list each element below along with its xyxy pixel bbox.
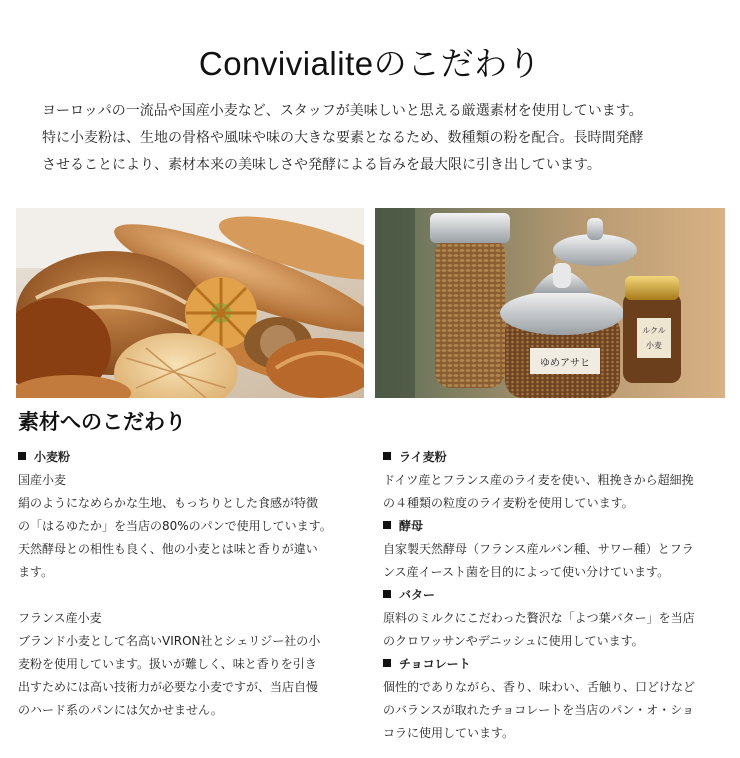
page-title: Convivialiteのこだわり [198,45,542,82]
intro-line: させることにより、素材本来の美味しさや発酵による旨みを最大限に引き出しています。 [42,157,601,173]
item-heading: 酵母 [383,515,728,538]
body-line: 絹のようになめらかな生地、もっちりとした食感が特徴 [18,496,319,510]
item-heading: チョコレート [383,653,728,676]
intro-line: 特に小麦粉は、生地の骨格や風味や味の大きな要素となるため、数種類の粉を配合。長時間発酵 [42,130,644,146]
jar-label: ゆめアサヒ [540,358,590,369]
subheading: 国産小麦 [18,473,67,487]
body-line: の４種類の粒度のライ麦粉を使用しています。 [383,496,634,510]
item-heading: ライ麦粉 [383,446,728,469]
jar-label: ルクル [642,326,666,335]
intro-text [42,98,722,179]
right-column [383,446,728,745]
jar-label: 小麦 [646,341,662,350]
flour-jars-photo [375,208,725,398]
intro-line: ヨーロッパの一流品や国産小麦など、スタッフが美味しいと思える厳選素材を使用しています。 [42,103,643,119]
bullet-square-icon [383,452,391,460]
body-line: の「はるゆたか」を当店の80%のパンで使用しています。 [18,519,332,533]
body-line: 天然酵母との相性も良く、他の小麦とは味と香りが違い [18,542,318,556]
body-line: ます。 [18,565,54,579]
left-column [18,446,363,722]
body-line: ンス産イースト菌を目的によって使い分けています。 [383,565,670,579]
body-line: のクロワッサンやデニッシュに使用しています。 [383,634,644,648]
body-line: のハード系のパンには欠かせません。 [18,703,223,717]
bullet-square-icon [383,590,391,598]
item-heading: バター [383,584,728,607]
body-line: コラに使用しています。 [383,726,515,740]
bullet-square-icon [18,452,26,460]
body-line: のバランスが取れたチョコレートを当店のパン・オ・ショ [383,703,695,717]
subheading: フランス産小麦 [18,611,102,625]
bread-assortment-photo [16,208,364,398]
body-line: ドイツ産とフランス産のライ麦を使い、粗挽きから超細挽 [383,473,694,487]
bullet-square-icon [383,659,391,667]
body-line: ブランド小麦として名高いVIRON社とシェリジー社の小 [18,634,321,648]
body-line: 原料のミルクにこだわった贅沢な「よつ葉バター」を当店 [383,611,695,625]
body-line: 個性的でありながら、香り、味わい、舌触り、口どけなど [383,680,696,694]
bullet-square-icon [383,521,391,529]
item-heading: 小麦粉 [18,446,363,469]
body-line: 自家製天然酵母（フランス産ルバン種、サワー種）とフラ [383,542,694,556]
body-line: 麦粉を使用しています。扱いが難しく、味と香りを引き [18,657,317,671]
section-title: 素材へのこだわり [18,410,186,434]
body-line: 出すためには高い技術力が必要な小麦ですが、当店自慢 [18,680,319,694]
